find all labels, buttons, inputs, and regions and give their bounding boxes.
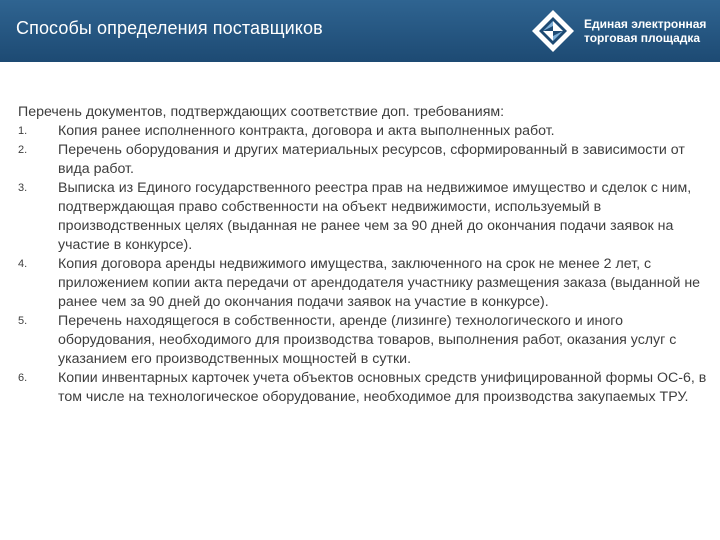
list-item [18, 122, 708, 141]
logo [530, 8, 710, 54]
list-item [18, 312, 708, 369]
page-title: Способы определения поставщиков [16, 18, 323, 38]
item-text: Перечень находящегося в собственности, аренде (лизинге) технологического и иного оборудования, необходимого для производства товаров, выполнения работ, оказания услуг с указанием его производственных мощностей в сутки. [58, 313, 677, 367]
logo-text [584, 17, 706, 45]
list-item [18, 255, 708, 312]
item-number: 6. [18, 372, 28, 384]
item-text: Копия договора аренды недвижимого имущества, заключенного на срок не менее 2 лет, с приложением копии акта передачи от арендодателя участнику размещения заказа (выданной не ранее чем за 90 дней до окончания подачи заявок на участие в конкурсе). [58, 256, 701, 310]
item-text: Копия ранее исполненного контракта, договора и акта выполненных работ. [58, 123, 555, 139]
list-item [18, 141, 708, 179]
logo-mark-icon [530, 8, 576, 54]
list-item [18, 369, 708, 407]
logo-line-1: Единая электронная [584, 17, 707, 31]
header-bar [0, 0, 720, 62]
document-body [18, 103, 708, 407]
item-text: Перечень оборудования и других материальных ресурсов, сформированный в зависимости от вида работ. [58, 142, 685, 177]
item-number: 5. [18, 315, 28, 327]
item-text: Выписка из Единого государственного реестра прав на недвижимое имущество и сделок с ним, подтверждающая право собственности на объект недвижимости, используемый в производственных целях (выданная не ранее чем за 90 дней до окончания подачи заявок на участие в конкурсе). [58, 180, 692, 253]
item-number: 4. [18, 258, 28, 270]
requirements-list [18, 122, 708, 407]
item-number: 1. [18, 125, 28, 137]
item-text: Копии инвентарных карточек учета объектов основных средств унифицированной формы ОС-6, в том числе на технологическое оборудование, необходимое для производства закупаемых ТРУ. [58, 370, 707, 405]
item-number: 3. [18, 182, 28, 194]
item-number: 2. [18, 144, 28, 156]
logo-line-2: торговая площадка [584, 31, 701, 45]
intro-heading: Перечень документов, подтверждающих соответствие доп. требованиям: [18, 104, 505, 120]
list-item [18, 179, 708, 255]
